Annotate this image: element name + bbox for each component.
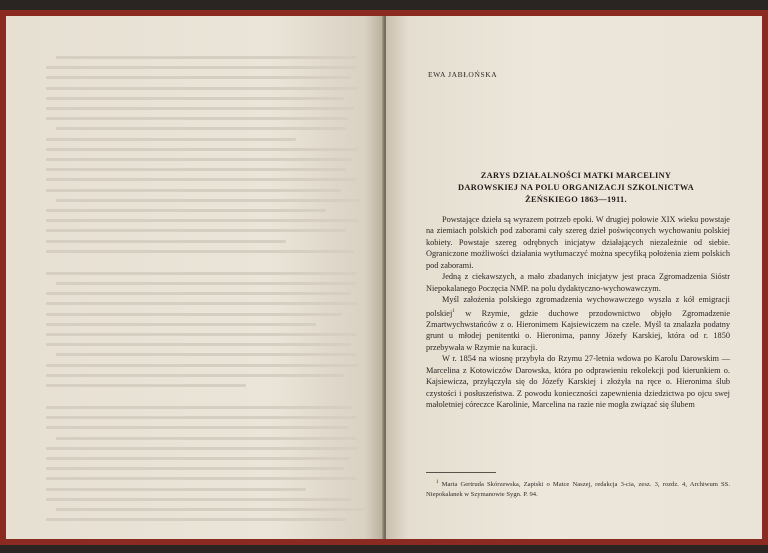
ghost-text-line (56, 353, 356, 356)
ghost-text-line (46, 272, 356, 275)
book-spread (0, 10, 768, 545)
ghost-text-line (46, 66, 356, 69)
ghost-text-line (46, 292, 351, 295)
ghost-text-line (46, 313, 342, 316)
paragraph: Powstające dzieła są wyrazem potrzeb epoki. W drugiej połowie XIX wieku powstaje na ziemiach polskich pod zaborami cały szereg dzieł poświęconych wychowaniu polskiej kobiety. Powstaje szereg odrębnych inicjatyw działających niezależnie od siebie. Ograniczone możliwości działania wytłumaczyć można specyfiką położenia ziem polskich pod zaborami. (426, 215, 730, 270)
ghost-text-line (56, 508, 366, 511)
ghost-text-line (46, 416, 356, 419)
ghost-text-line (46, 426, 348, 429)
ghost-text-line (46, 384, 246, 387)
ghost-text-line (56, 282, 356, 285)
ghost-text-line (46, 97, 344, 100)
ghost-text-line (46, 189, 341, 192)
ghost-text-line (46, 219, 358, 222)
ghost-text-line (46, 477, 356, 480)
ghost-text-line (46, 467, 344, 470)
article-body (426, 214, 730, 410)
ghost-text-line (46, 323, 316, 326)
paragraph: Jedną z ciekawszych, a mało zbadanych inicjatyw jest praca Zgromadzenia Sióstr Niepokalanego Poczęcia NMP. na polu dydaktyczno-wychowawczym. (426, 272, 730, 293)
ghost-text-line (46, 168, 346, 171)
ghost-text-line (46, 117, 348, 120)
footnote-rule (426, 472, 496, 473)
ghost-text-line (46, 498, 351, 501)
paragraph-text: Myśl założenia polskiego zgromadzenia wychowawczego wyszła z kół emigracji polskiej (426, 295, 730, 318)
ghost-text-line (46, 333, 356, 336)
ghost-text-line (46, 209, 326, 212)
left-page (6, 16, 384, 539)
title-line: ŻEŃSKIEGO 1863—1911. (525, 195, 627, 204)
ghost-text-line (46, 302, 358, 305)
ghost-text-line (46, 447, 358, 450)
ghost-text-line (56, 56, 356, 59)
ghost-text-line (46, 138, 296, 141)
ghost-text-line (46, 87, 358, 90)
ghost-text-line (46, 364, 358, 367)
title-line: DAROWSKIEJ NA POLU ORGANIZACJI SZKOLNICTWA (458, 183, 694, 192)
ghost-text-line (46, 158, 352, 161)
footnote-marker: 1 (452, 308, 455, 314)
ghost-text-line (56, 127, 346, 130)
ghost-text-line (46, 148, 358, 151)
title-line: ZARYS DZIAŁALNOŚCI MATKI MARCELINY (480, 171, 672, 180)
footnote-number: 1 (436, 480, 439, 485)
ghost-text-line (46, 76, 351, 79)
ghost-text-line (46, 229, 346, 232)
right-page (386, 16, 762, 539)
paragraph-text: w Rzymie, gdzie duchowe przodownictwo objęło Zgromadzenie Zmartwychwstańców z o. Hieronimem Kajsiewiczem na czele. Myśl ta znalazła podatny grunt u młodej penitentki o. Hieronima, panny Józefy Karskiej, która od r. 1850 przebywała w Rzymie na kuracji. (426, 308, 730, 352)
ghost-text-line (46, 107, 354, 110)
author-name: EWA JABŁOŃSKA (428, 70, 498, 79)
ghost-text-line (46, 406, 352, 409)
ghost-text-line (56, 437, 356, 440)
ghost-text-line (46, 240, 286, 243)
article-title (426, 170, 726, 206)
ghost-text-line (46, 488, 306, 491)
ghost-text-line (46, 518, 346, 521)
ghost-text-line (46, 374, 344, 377)
footnote (426, 478, 730, 499)
footnote-text: Maria Gertruda Skórzewska, Zapiski o Matce Naszej, redakcja 3-cia, zesz. 3, rozdz. 4, Archiwum SS. Niepokalanek w Szymanowie Sygn. P. 94. (426, 481, 730, 498)
ghost-text-line (46, 457, 350, 460)
ghost-text-line (56, 199, 361, 202)
paragraph: W r. 1854 na wiosnę przybyła do Rzymu 27-letnia wdowa po Karolu Darowskim — Marcelina z Kotowiczów Darowska, która po odprawieniu rekolekcji pod kierunkiem o. Kajsiewicza, przyłączyła się do Józefy Karskiej i złożyła na ręce o. Hieronima ślub czystości i posłuszeństwa. Z powodu konieczności zapewnienia dziedzictwa po ojcu swej małoletniej córeczce Karolinie, Marcelina na razie nie mogła związać się ślubem (426, 354, 730, 410)
ghost-text-line (46, 343, 351, 346)
ghost-text-line (46, 178, 356, 181)
ghost-text-line (46, 250, 354, 253)
paragraph (426, 294, 730, 353)
